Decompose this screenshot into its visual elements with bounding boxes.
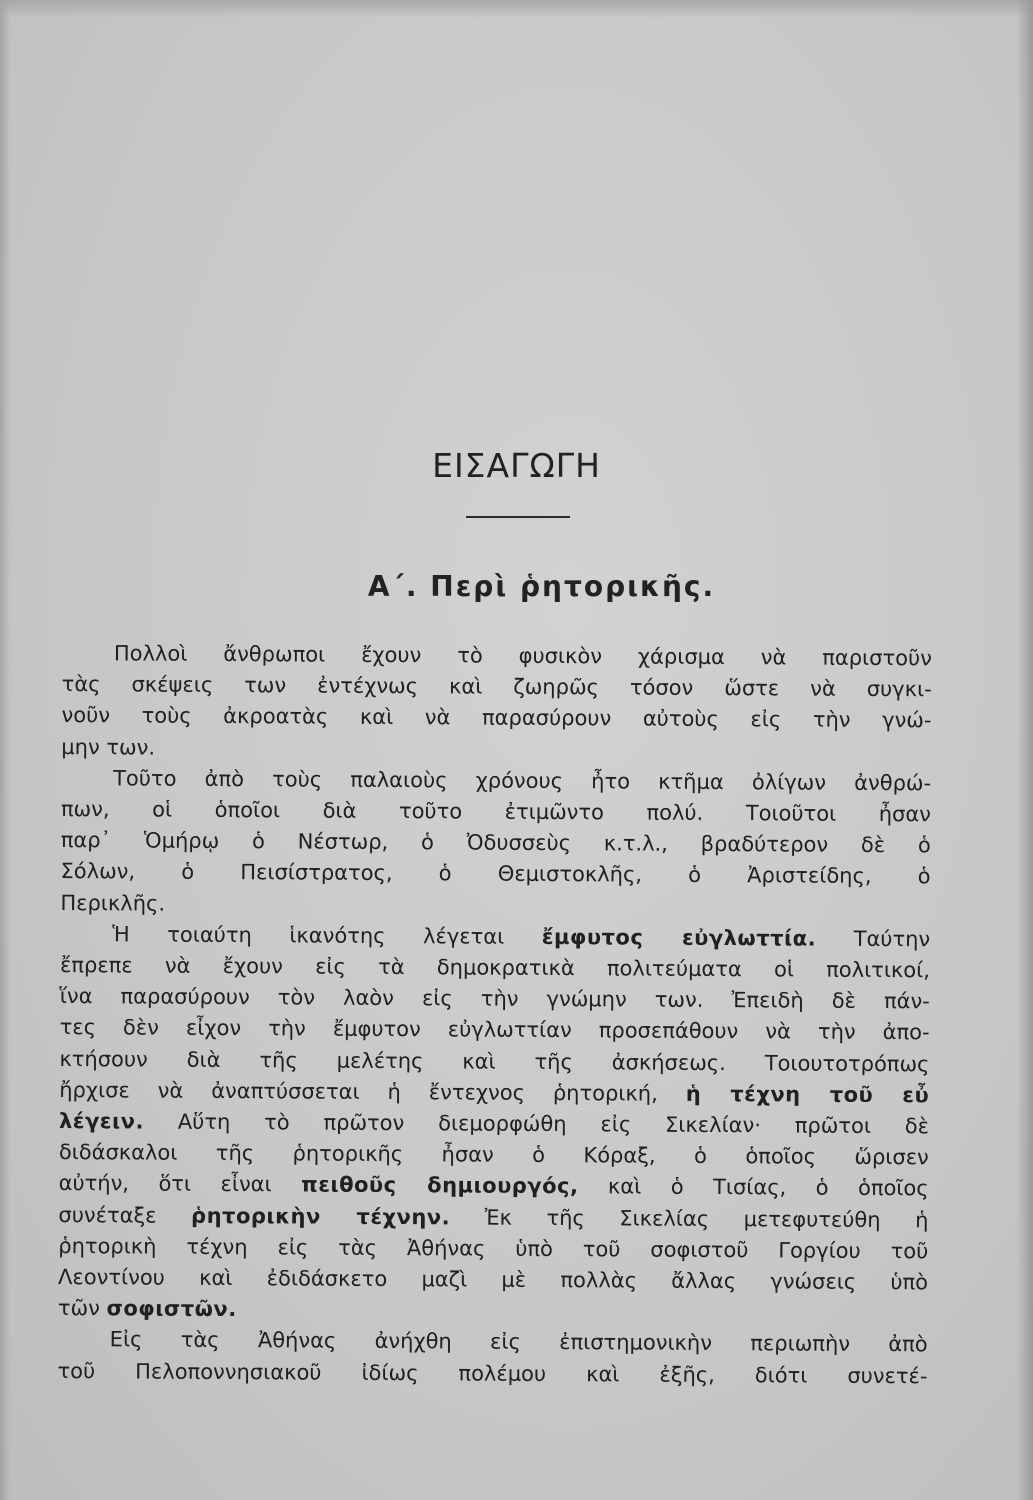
emphasized-term: πειθοῦς δημιουργός, [301,1172,579,1199]
text-run: τῶν [57,1296,107,1321]
page-shadow-top [0,0,1033,18]
page-shadow-right [1017,0,1033,1500]
text-line: πων, οἱ ὁποῖοι διὰ τοῦτο ἐτιμῶντο πολύ. Τοιοῦτοι ἦσαν [60,797,932,827]
text-run: καὶ ὁ Τισίας, ὁ ὁποῖος [578,1174,929,1201]
text-run: συνέταξε [58,1202,192,1228]
paragraph-4 [57,1324,927,1392]
text-line: τοῦ Πελοποννησιακοῦ ἰδίως πολέμου καὶ ἐξῆς, διότι συνετέ- [57,1358,928,1388]
emphasized-term: λέγειν. [58,1109,145,1134]
text-line: ἔπρεπε νὰ ἔχουν εἰς τὰ δημοκρατικὰ πολιτεύματα οἱ πολιτικοί, [59,953,931,983]
page-shadow-left [0,0,10,1500]
text-line: κτήσουν διὰ τῆς μελέτης καὶ τῆς ἀσκήσεως. Τοιουτοτρόπως [59,1046,930,1076]
text-line: Περικλῆς. [60,890,166,916]
text-line: νοῦν τοὺς ἀκροατὰς καὶ νὰ παρασύρουν αὐτοὺς εἰς τὴν γνώ- [61,703,932,733]
emphasized-term: ῥητορικὴν τέχνην. [191,1203,451,1230]
paragraph-1 [61,638,932,768]
text-line: διδάσκαλοι τῆς ῥητορικῆς ἦσαν ὁ Κόραξ, ὁ ὁποῖος ὥρισεν [58,1140,929,1170]
title-divider [466,516,570,518]
section-heading: Α΄. Περὶ ῥητορικῆς. [367,570,716,603]
text-run: ἤρχισε νὰ ἀναπτύσσεται ἡ ἔντεχνος ῥητορική, [59,1077,686,1106]
text-run: αὐτήν, ὅτι εἶναι [58,1171,302,1197]
emphasized-term: σοφιστῶν. [106,1296,237,1322]
paragraph-3 [58,919,930,1330]
page-title: ΕΙΣΑΓΩΓΗ [432,446,601,485]
text-line [59,1168,929,1205]
text-run: Ἡ τοιαύτη ἱκανότης λέγεται [112,922,542,949]
text-line: ἵνα παρασύρουν τὸν λαὸν εἰς τὴν γνώμην των. Ἐπειδὴ δὲ πάν- [59,984,930,1014]
emphasized-term: ἡ τέχνη τοῦ εὖ [685,1081,930,1108]
text-run: Αὕτη τὸ πρῶτον διεμορφώθη εἰς Σικελίαν· πρῶτοι δὲ [143,1109,930,1139]
text-run: Ἐκ τῆς Σικελίας μετεφυτεύθη ἡ [450,1205,929,1232]
text-run: Ταύτην [816,926,931,952]
text-line: Πολλοὶ ἄνθρωποι ἔχουν τὸ φυσικὸν χάρισμα νὰ παριστοῦν [113,641,932,671]
text-line: τὰς σκέψεις των ἐντέχνως καὶ ζωηρῶς τόσον ὥστε νὰ συγκι- [61,672,932,702]
emphasized-term: ἔμφυτος εὐγλωττία. [541,924,817,951]
text-line [58,1200,928,1237]
text-line: Λεοντίνου καὶ ἐδιδάσκετο μαζὶ μὲ πολλὰς ἄλλας γνώσεις ὑπὸ [58,1265,929,1295]
text-line: μην των. [61,734,156,760]
text-line: Εἰς τὰς Ἀθήνας ἀνήχθη εἰς ἐπιστημονικὴν περιωπὴν ἀπὸ [109,1327,928,1357]
text-line: παρ᾽ Ὁμήρῳ ὁ Νέστωρ, ὁ Ὀδυσσεὺς κ.τ.λ., βραδύτερον δὲ ὁ [60,828,931,858]
text-line: Σόλων, ὁ Πεισίστρατος, ὁ Θεμιστοκλῆς, ὁ Ἀριστείδης, ὁ [60,859,931,889]
body-text [57,638,932,1392]
text-line: τες δὲν εἶχον τὴν ἔμφυτον εὐγλωττίαν προσεπάθουν νὰ τὴν ἀπο- [59,1015,930,1045]
text-line: Τοῦτο ἀπὸ τοὺς παλαιοὺς χρόνους ἦτο κτῆμα ὀλίγων ἀνθρώ- [113,766,932,796]
text-line: ῥητορικὴ τέχνη εἰς τὰς Ἀθήνας ὑπὸ τοῦ σοφιστοῦ Γοργίου τοῦ [58,1233,929,1264]
paragraph-2 [60,763,931,924]
